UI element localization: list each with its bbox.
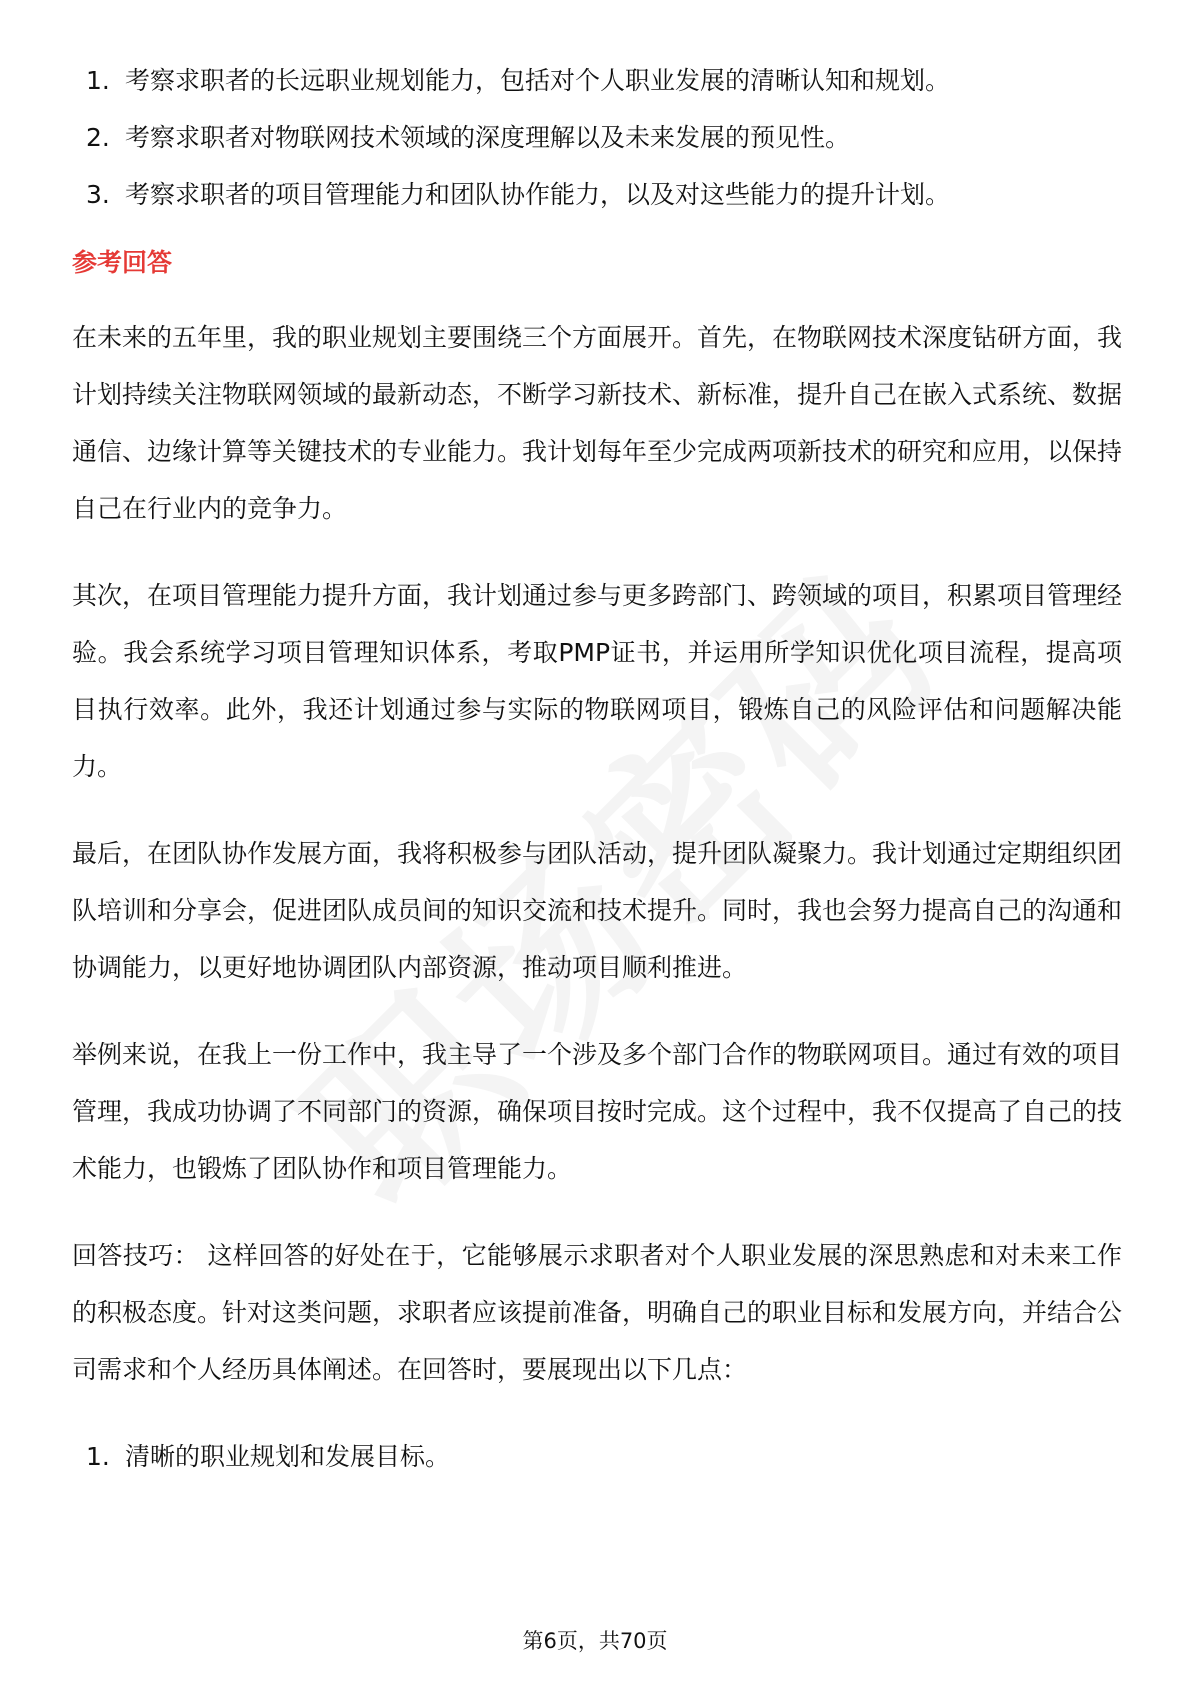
- list-number: 3.: [86, 180, 110, 209]
- list-item: [72, 109, 1122, 166]
- section-title: 参考回答: [72, 248, 173, 277]
- list-item-text: 考察求职者对物联网技术领域的深度理解以及未来发展的预见性。: [125, 123, 851, 152]
- list-item: [72, 1428, 1122, 1485]
- intent-list: [72, 52, 1122, 223]
- paragraph: 在未来的五年里，我的职业规划主要围绕三个方面展开。首先，在物联网技术深度钻研方面，我计划持续关注物联网领域的最新动态，不断学习新技术、新标准，提升自己在嵌入式系统、数据通信、边缘计算等关键技术的专业能力。我计划每年至少完成两项新技术的研究和应用，以保持自己在行业内的竞争力。: [72, 323, 1123, 523]
- page-content: [72, 52, 1122, 1485]
- paragraph: 其次，在项目管理能力提升方面，我计划通过参与更多跨部门、跨领域的项目，积累项目管理经验。我会系统学习项目管理知识体系，考取PMP证书，并运用所学知识优化项目流程，提高项目执行效率。此外，我还计划通过参与实际的物联网项目，锻炼自己的风险评估和问题解决能力。: [72, 581, 1123, 781]
- paragraph: 最后，在团队协作发展方面，我将积极参与团队活动，提升团队凝聚力。我计划通过定期组织团队培训和分享会，促进团队成员间的知识交流和技术提升。同时，我也会努力提高自己的沟通和协调能力，以更好地协调团队内部资源，推动项目顺利推进。: [72, 839, 1123, 982]
- list-item-text: 考察求职者的项目管理能力和团队协作能力，以及对这些能力的提升计划。: [125, 180, 951, 209]
- list-item: [72, 52, 1122, 109]
- list-item: [72, 166, 1122, 223]
- list-number: 1.: [86, 1442, 110, 1471]
- list-number: 2.: [86, 123, 110, 152]
- list-number: 1.: [86, 66, 110, 95]
- list-item-text: 清晰的职业规划和发展目标。: [125, 1442, 451, 1471]
- list-item-text: 考察求职者的长远职业规划能力，包括对个人职业发展的清晰认知和规划。: [125, 66, 951, 95]
- paragraph: 举例来说，在我上一份工作中，我主导了一个涉及多个部门合作的物联网项目。通过有效的项目管理，我成功协调了不同部门的资源，确保项目按时完成。这个过程中，我不仅提高了自己的技术能力，也锻炼了团队协作和项目管理能力。: [72, 1040, 1123, 1183]
- paragraph: 回答技巧： 这样回答的好处在于，它能够展示求职者对个人职业发展的深思熟虑和对未来工作的积极态度。针对这类问题，求职者应该提前准备，明确自己的职业目标和发展方向，并结合公司需求和个人经历具体阐述。在回答时，要展现出以下几点：: [72, 1241, 1123, 1384]
- page-footer: 第6页，共70页: [522, 1629, 668, 1653]
- tips-list: [72, 1428, 1122, 1485]
